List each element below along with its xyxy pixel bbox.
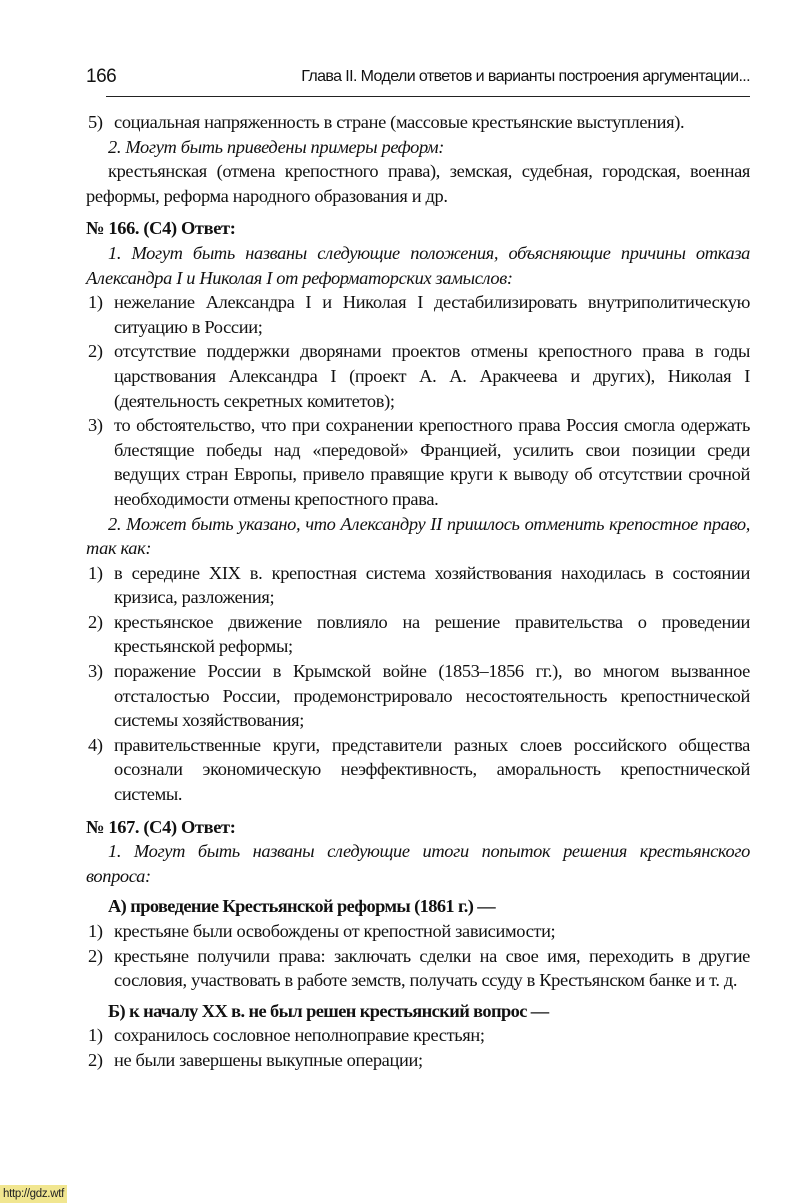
section-heading: 1. Могут быть названы следующие положения, объясняющие причины отказа Александра I и Николая I от реформаторских замыслов:	[86, 242, 750, 288]
list-item	[86, 944, 750, 993]
item-marker: 3)	[88, 415, 103, 436]
page-content	[86, 110, 750, 1073]
running-title: Глава II. Модели ответов и варианты построения аргументации...	[301, 68, 750, 85]
question-heading-167: № 167. (С4) Ответ:	[86, 816, 236, 837]
results-list-a	[86, 919, 750, 993]
list-item	[86, 110, 750, 135]
item-marker: 2)	[88, 945, 103, 966]
section-heading: 1. Могут быть названы следующие итоги попыток решения крестьянского вопроса:	[86, 841, 750, 886]
reasons-list	[86, 290, 750, 511]
list-item	[86, 290, 750, 339]
causes-list	[86, 561, 750, 807]
item-marker: 1)	[88, 1025, 103, 1046]
intro-list	[86, 110, 750, 135]
item-text: крестьяне были освобождены от крепостной зависимости;	[114, 921, 556, 941]
question-heading-166: № 166. (С4) Ответ:	[86, 218, 236, 239]
list-item	[86, 413, 750, 511]
item-text: социальная напряженность в стране (массовые крестьянские выступления).	[114, 112, 685, 132]
watermark-link[interactable]: http://gdz.wtf	[0, 1185, 67, 1203]
section-heading: 2. Может быть указано, что Александру II пришлось отменить крепостное право, так как:	[86, 513, 750, 559]
list-item	[86, 919, 750, 944]
item-text: не были завершены выкупные операции;	[114, 1049, 423, 1070]
item-marker: 1)	[88, 292, 103, 313]
page-number: 166	[86, 66, 117, 87]
paragraph: крестьянская (отмена крепостного права), земская, судебная, городская, военная реформы, реформа народного образования и др.	[86, 161, 750, 206]
list-item	[86, 610, 750, 659]
item-text: нежелание Александра I и Николая I дестабилизировать внутриполитическую ситуацию в России;	[114, 292, 750, 337]
subsection-title-a: А) проведение Крестьянской реформы (1861 г.) —	[108, 896, 496, 917]
item-text: сохранилось сословное неполноправие крестьян;	[114, 1025, 485, 1046]
item-text: то обстоятельство, что при сохранении крепостного права Россия смогла одержать блестящие победы над «передовой» Францией, усилить свои позиции среди ведущих стран Европы, привело правящие круги к выводу об отсутствии срочной необходимости отмены крепостного права.	[114, 415, 750, 509]
item-marker: 5)	[88, 112, 103, 132]
list-item	[86, 659, 750, 733]
item-text: правительственные круги, представители разных слоев российского общества осознали экономическую неэффективность, аморальность крепостнической системы.	[114, 734, 750, 805]
item-marker: 1)	[88, 562, 103, 583]
item-marker: 4)	[88, 734, 103, 755]
item-marker: 1)	[88, 921, 103, 941]
item-text: крестьяне получили права: заключать сделки на свое имя, переходить в другие сословия, участвовать в работе земств, получать ссуду в Крестьянском банке и т. д.	[114, 945, 750, 991]
header-rule	[106, 96, 750, 97]
page-header	[86, 66, 750, 96]
item-marker: 3)	[88, 661, 103, 682]
item-text: в середине XIX в. крепостная система хозяйствования находилась в состоянии кризиса, разложения;	[114, 562, 750, 608]
list-item	[86, 1048, 750, 1073]
item-text: крестьянское движение повлияло на решение правительства о проведении крестьянской реформы;	[114, 611, 750, 657]
item-marker: 2)	[88, 341, 103, 362]
item-text: отсутствие поддержки дворянами проектов отмены крепостного права в годы царствования Александра I (проект А. А. Аракчеева и других), Николая I (деятельность секретных комитетов);	[114, 341, 750, 411]
section-heading: 2. Могут быть приведены примеры реформ:	[108, 136, 445, 157]
item-text: поражение России в Крымской войне (1853–1856 гг.), во многом вызванное отсталостью России, продемонстрировало несостоятельность крепостнической системы хозяйствования;	[114, 661, 750, 731]
item-marker: 2)	[88, 611, 103, 632]
list-item	[86, 1023, 750, 1048]
subsection-title-b: Б) к началу XX в. не был решен крестьянский вопрос —	[108, 1000, 549, 1021]
list-item	[86, 733, 750, 807]
list-item	[86, 561, 750, 610]
list-item	[86, 339, 750, 413]
item-marker: 2)	[88, 1049, 103, 1070]
results-list-b	[86, 1023, 750, 1072]
